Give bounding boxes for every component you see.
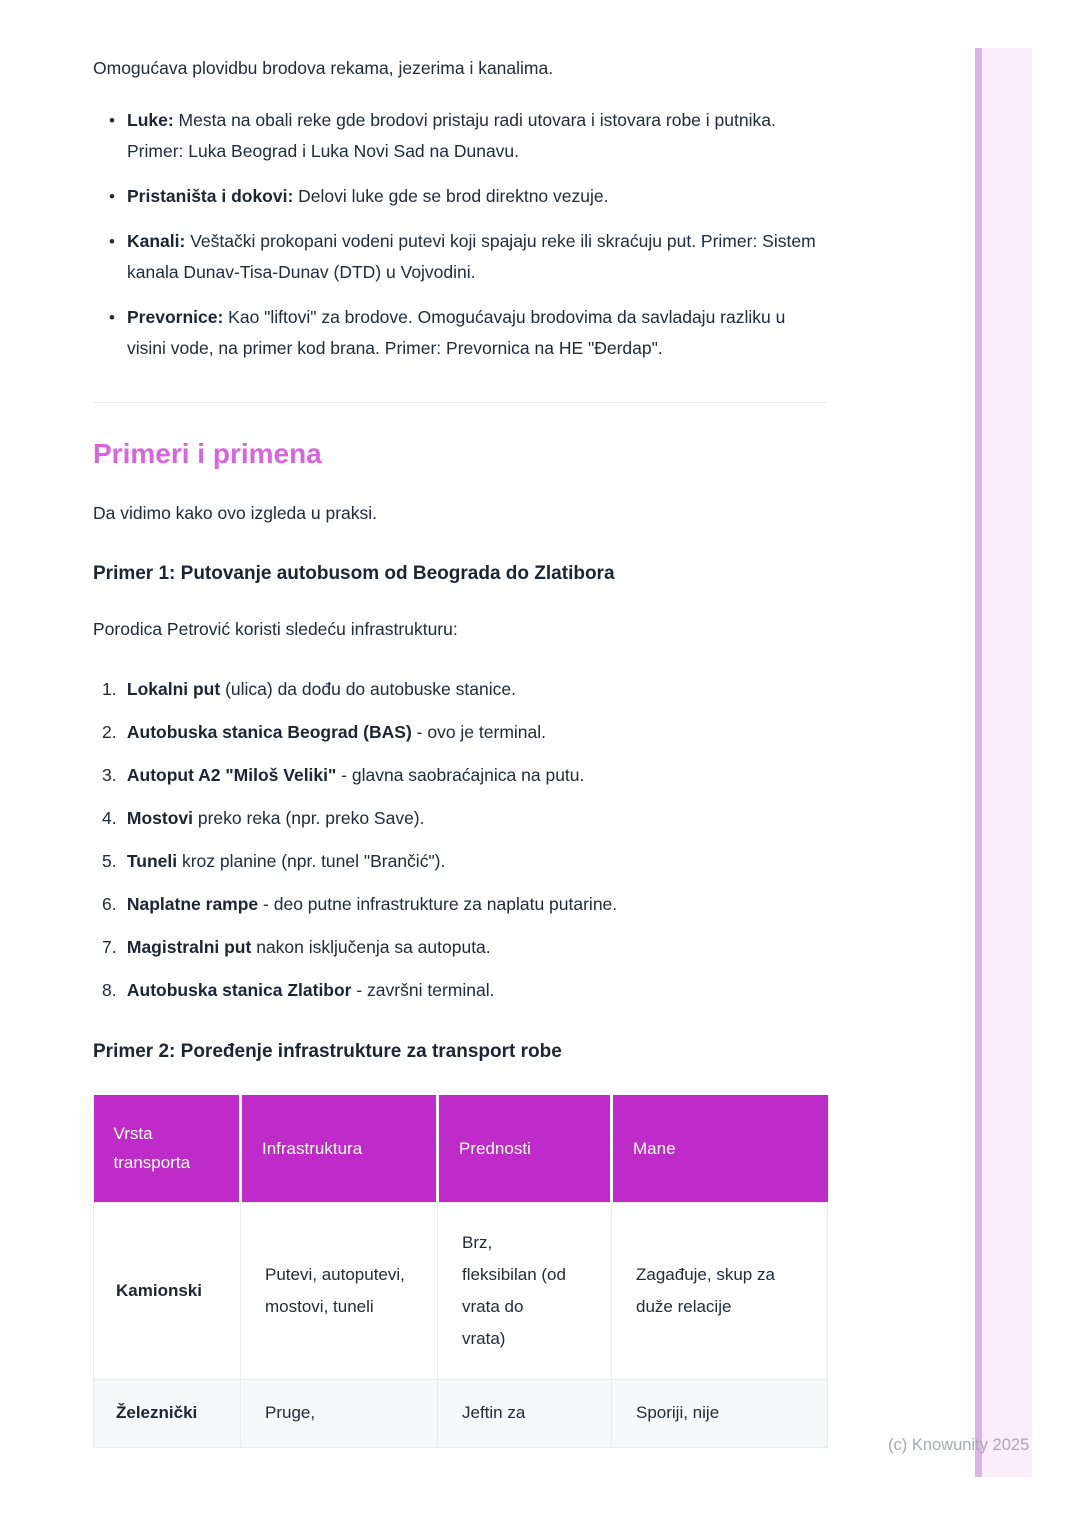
step-number: 5.	[102, 851, 117, 871]
step-term: Autoput A2 "Miloš Veliki"	[126, 765, 337, 785]
bullet-item-luke	[93, 105, 827, 167]
bullet-marker: •	[109, 187, 115, 206]
step-text: - deo putne infrastrukture za naplatu putarine.	[258, 894, 618, 914]
table-row	[94, 1202, 828, 1379]
bullet-term: Luke:	[127, 110, 174, 130]
example2-heading: Primer 2: Poređenje infrastrukture za transport robe	[93, 1041, 562, 1062]
step-term: Magistralni put	[126, 937, 252, 957]
table-header-row	[94, 1095, 828, 1202]
step-number: 3.	[102, 765, 117, 785]
step-text: kroz planine (npr. tunel "Brančić").	[177, 851, 446, 871]
table-cell-transport-type: Kamionski	[94, 1202, 241, 1379]
step-term: Autobuska stanica Zlatibor	[126, 980, 352, 1000]
step-term: Mostovi	[126, 808, 193, 828]
step-term: Naplatne rampe	[126, 894, 259, 914]
bullet-text: Veštački prokopani vodeni putevi koji spajaju reke ili skraćuju put. Primer: Sistem kanala Dunav-Tisa-Dunav (DTD) u Vojvodini.	[127, 231, 816, 282]
step-number: 7.	[102, 937, 117, 957]
document-content	[93, 0, 827, 1448]
table-header-mane: Mane	[612, 1095, 828, 1202]
trip-steps-list	[93, 674, 827, 1006]
bullet-marker: •	[109, 232, 115, 251]
step-item-8	[93, 975, 827, 1006]
section-lead: Da vidimo kako ovo izgleda u praksi.	[93, 503, 378, 523]
table-cell-prednosti: Jeftin za	[438, 1379, 612, 1447]
table-header-vrsta: Vrsta transporta	[94, 1095, 241, 1202]
bullet-marker: •	[109, 111, 115, 130]
table-cell-mane: Zagađuje, skup za duže relacije	[612, 1202, 828, 1379]
step-text: - završni terminal.	[351, 980, 495, 1000]
step-number: 8.	[102, 980, 117, 1000]
step-term: Autobuska stanica Beograd (BAS)	[126, 722, 412, 742]
step-item-7	[93, 932, 827, 963]
step-item-6	[93, 889, 827, 920]
table-cell-transport-type: Železnički	[94, 1379, 241, 1447]
example1-heading: Primer 1: Putovanje autobusom od Beograda do Zlatibora	[93, 563, 615, 584]
infrastructure-bullet-list	[93, 105, 827, 364]
bullet-term: Kanali:	[127, 231, 186, 251]
bullet-item-prevornice	[93, 302, 827, 364]
table-row	[94, 1379, 828, 1447]
step-number: 4.	[102, 808, 117, 828]
step-text: (ulica) da dođu do autobuske stanice.	[220, 679, 516, 699]
step-text: nakon isključenja sa autoputa.	[251, 937, 491, 957]
step-number: 1.	[102, 679, 117, 699]
table-header-infrastruktura: Infrastruktura	[241, 1095, 438, 1202]
step-item-5	[93, 846, 827, 877]
table-header-prednosti: Prednosti	[438, 1095, 612, 1202]
step-item-4	[93, 803, 827, 834]
bullet-text: Kao "liftovi" za brodove. Omogućavaju brodovima da savladaju razliku u visini vode, na primer kod brana. Primer: Prevornica na HE "Đerdap".	[127, 307, 786, 358]
intro-paragraph: Omogućava plovidbu brodova rekama, jezerima i kanalima.	[93, 58, 554, 78]
step-number: 2.	[102, 722, 117, 742]
step-item-3	[93, 760, 827, 791]
bullet-item-pristanista	[93, 181, 827, 212]
table-cell-prednosti: Brz, fleksibilan (od vrata do vrata)	[438, 1202, 612, 1379]
page-title: Primeri i primena	[93, 438, 322, 469]
step-term: Lokalni put	[126, 679, 221, 699]
table-cell-infrastruktura: Putevi, autoputevi, mostovi, tuneli	[241, 1202, 438, 1379]
bullet-item-kanali	[93, 226, 827, 288]
step-item-2	[93, 717, 827, 748]
page-side-accent-bar	[975, 48, 1032, 1477]
step-item-1	[93, 674, 827, 705]
bullet-text: Delovi luke gde se brod direktno vezuje.	[293, 186, 609, 206]
table-cell-mane: Sporiji, nije	[612, 1379, 828, 1447]
step-text: - ovo je terminal.	[411, 722, 546, 742]
copyright-watermark: (c) Knowunity 2025	[888, 1436, 1030, 1454]
bullet-text: Mesta na obali reke gde brodovi pristaju radi utovara i istovara robe i putnika. Primer: Luka Beograd i Luka Novi Sad na Dunavu.	[127, 110, 776, 161]
step-number: 6.	[102, 894, 117, 914]
transport-comparison-table	[93, 1095, 828, 1448]
table-cell-infrastruktura: Pruge,	[241, 1379, 438, 1447]
section-divider	[93, 402, 827, 403]
bullet-term: Prevornice:	[127, 307, 224, 327]
step-text: - glavna saobraćajnica na putu.	[336, 765, 585, 785]
step-text: preko reka (npr. preko Save).	[193, 808, 425, 828]
example1-lead: Porodica Petrović koristi sledeću infrastrukturu:	[93, 619, 458, 639]
step-term: Tuneli	[126, 851, 178, 871]
bullet-marker: •	[109, 308, 115, 327]
bullet-term: Pristaništa i dokovi:	[127, 186, 294, 206]
